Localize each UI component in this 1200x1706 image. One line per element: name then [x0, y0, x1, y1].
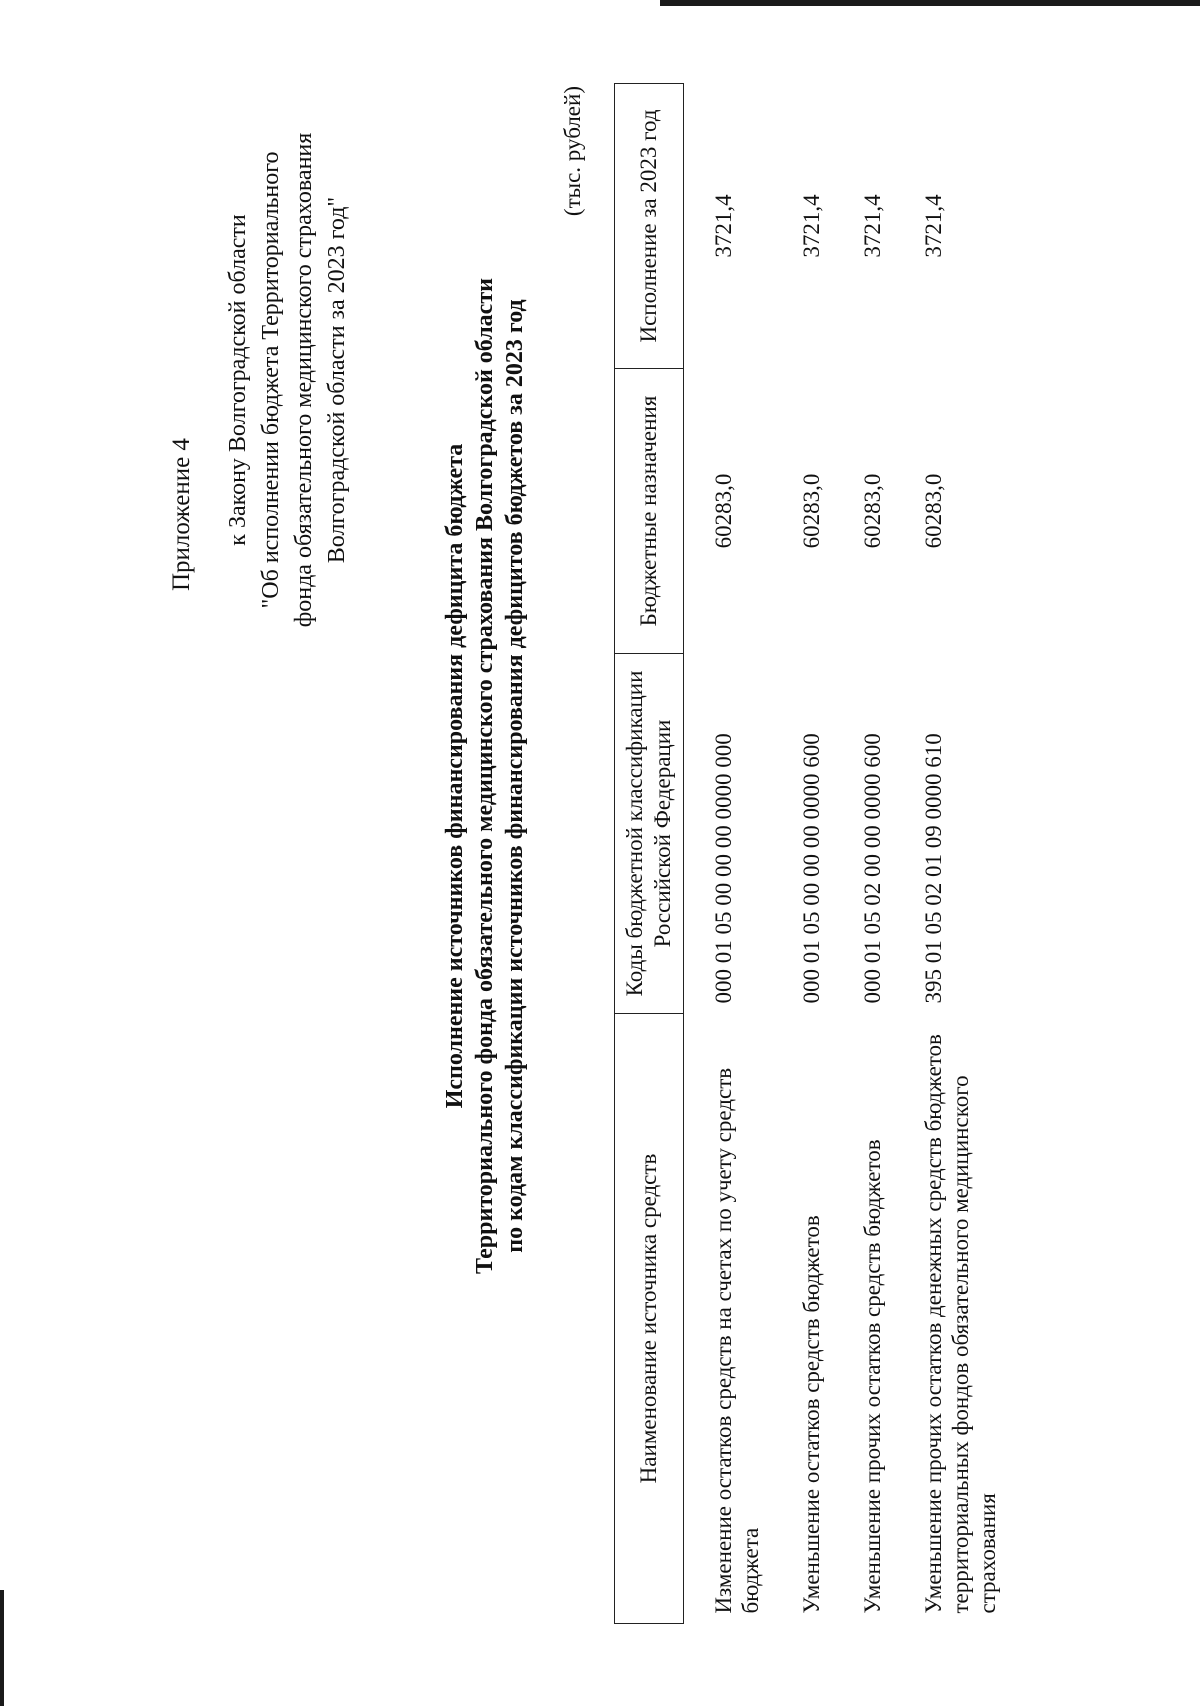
cell-budget-code: 000 01 05 02 00 00 0000 600	[860, 733, 885, 1004]
table-row	[920, 84, 1035, 1624]
cell-planned: 60283,0	[711, 473, 736, 549]
document-heading	[440, 146, 530, 1406]
cell-source-name: Изменение остатков средств на счетах по учету средств бюджета	[711, 1067, 763, 1614]
cell-source-name: Уменьшение остатков средств бюджетов	[799, 1215, 824, 1614]
cell-executed: 3721,4	[799, 194, 824, 258]
table-header-row	[615, 84, 684, 1624]
cell-planned: 60283,0	[860, 473, 885, 549]
heading-line: Территориального фонда обязательного медицинского страхования Волгоградской области	[472, 278, 498, 1274]
cell-planned: 60283,0	[799, 473, 824, 549]
cell-budget-code: 395 01 05 02 01 09 0000 610	[921, 733, 946, 1004]
heading-line: по кодам классификации источников финансирования дефицитов бюджетов за 2023 год	[502, 299, 528, 1253]
table-row	[798, 84, 859, 1624]
cell-source-name: Уменьшение прочих остатков средств бюджетов	[860, 1139, 885, 1614]
cell-executed: 3721,4	[711, 194, 736, 258]
annex-basis-line: фонда обязательного медицинского страхования	[291, 132, 317, 628]
annex-basis-line: "Об исполнении бюджета Территориального	[258, 151, 284, 609]
heading-line: Исполнение источников финансирования дефицита бюджета	[442, 443, 468, 1109]
annex-title: Приложение 4	[168, 438, 195, 591]
cell-executed: 3721,4	[921, 194, 946, 258]
units-label: (тыс. рублей)	[560, 86, 585, 217]
annex-basis-line: Волгоградской области за 2023 год"	[324, 196, 350, 564]
cell-executed: 3721,4	[860, 194, 885, 258]
header-budget-codes: Коды бюджетной классификации Российской Федерации	[615, 654, 684, 1014]
cell-planned: 60283,0	[921, 473, 946, 549]
annex-basis	[222, 50, 354, 710]
cell-source-name: Уменьшение прочих остатков денежных средств бюджетов территориальных фондов обязательного медицинского страхования	[921, 1034, 1000, 1614]
header-source-name: Наименование источника средств	[615, 1014, 684, 1624]
header-planned: Бюджетные назначения	[615, 369, 684, 654]
annex-basis-line: к Закону Волгоградской области	[225, 214, 251, 546]
cell-budget-code: 000 01 05 00 00 00 0000 600	[799, 733, 824, 1004]
header-executed: Исполнение за 2023 год	[615, 84, 684, 369]
table-spacer	[684, 84, 711, 1624]
table-row	[859, 84, 920, 1624]
deficit-sources-table	[614, 83, 1035, 1624]
table-row	[710, 84, 798, 1624]
cell-budget-code: 000 01 05 00 00 00 0000 000	[711, 733, 736, 1004]
